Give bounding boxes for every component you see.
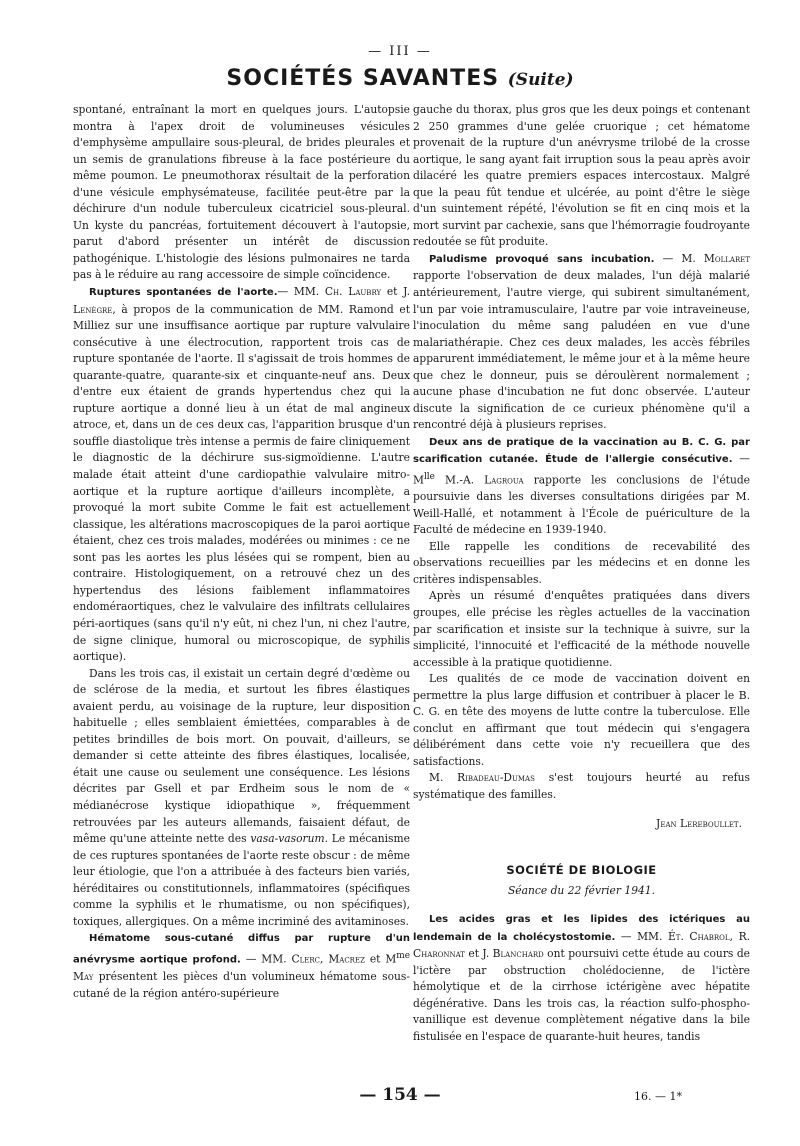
section-title-biologie: SOCIÉTÉ DE BIOLOGIE (506, 863, 657, 878)
paragraph-ribadeau-dumas: M. Ribadeau-Dumas s'est toujours heurté au refus systématique des familles. (413, 771, 750, 801)
article-bcg-vaccination: Deux ans de pratique de la vaccination au B. C. G. par scarification cutanée. Étude de l'allergie consécutive. — $M^{lle}$ M.-A. Lagroua rapporte les conclusions de l'étude poursuivie dans les diverses consultations dirigées par M. Weill-Hallé, et notamment à l'École de puériculture de la Faculté de médecine en 1939-1940. (413, 436, 751, 537)
author-name: May (73, 970, 94, 983)
roman-folio: — III — (368, 44, 432, 59)
author-name: Ch. Laubry (324, 285, 382, 299)
report-signature: Jean Lereboullet. (656, 816, 742, 830)
author-name: Mollaret (703, 251, 750, 265)
article-body: , à propos de la communication de MM. Ramond et Milliez sur une insuffisance aortique par rupture valvulaire consécutive à une électrocution, rapportent trois cas de rupture spontanée de l'aorte. Il s'agissait de trois hommes de quarante-quatre, quarante-six et cinquante-neuf ans. Deux d'entre eux étaient de grands hypertendus chez qui la rupture aortique a donné lieu à un état de mal angineux atroce, et, dans un de ces deux cas, l'apparition brusque d'un souffle diastolique très intense a permis de faire cliniquement le diagnostic de la déchirure sus-sigmoïdienne. L'autre malade était atteint d'une cardiopathie valvulaire mitro-aortique et la rupture aortique d'ailleurs incomplète, a provoqué la mort subite Comme le fait est actuellement classique, les altérations macroscopiques de la paroi aortique étaient, chez ces trois malades, modérées ou minimes : ce ne sont pas les aortes les plus lésées qui se rompent, bien au contraire. Histologiquement, on a retrouvé chez un des hypertendus des lésions faiblement inflammatoires endoméraortiques, chez le valvulaire des infiltrats cellulaires péri-aortiques (sans qu'il n'y eût, ni chez l'un, ni chez l'autre, de signe clinique, humoral ou microscopique, de syphilis aortique). (73, 302, 410, 664)
author-name: M.-A. Lagroua (434, 473, 524, 487)
article-body: présentent les pièces d'un volumineux hématome sous-cutané de la région antéro-supérieure (73, 970, 410, 1000)
author-name: Clerc (291, 952, 321, 966)
paragraph-bcg-criteria: Elle rappelle les conditions de recevabilité des observations recueillies par les médecins et en donne les critères indispensables. (413, 539, 750, 586)
paragraph-pneumothorax-continued: spontané, entraînant la mort en quelques jours. L'autopsie montra à l'apex droit de volumineuses vésicules d'emphysème ampullaire sous-pleural, de brides pleurales et un semis de granulations fibreuse à la face postérieure du même poumon. Le pneumothorax résultait de la perforation d'une vésicule emphysémateuse, facilitée peut-être par la déchirure d'un nodule tuberculeux cicatriciel sous-pleural. Un kyste du pancréas, fortuitement découvert à l'autopsie, parut d'abord présenter un intérêt de discussion pathogénique. L'histologie des lésions pulmonaires ne tarda pas à le réduire au rang accessoire de simple coïncidence. (73, 103, 410, 282)
author-name: J. Lenègre (73, 285, 410, 316)
author-name: R. Charonnat (413, 929, 751, 961)
article-fatty-acids: Les acides gras et les lipides des ictériques au lendemain de la cholécystostomie. — MM. Ét. Chabrol, R. Charonnat et J. Blanchard ont poursuivi cette étude au cours de l'ictère par obstruction cholédocienne, de l'ictère hémolytique et de la cirrhose ictérigène avec hépatite dégénérative. Dans les trois cas, la réaction sulfo-phospho-vanillique est devenue complètement négative dans la bile fistulisée en l'espace de quarante-huit heures, tandis (413, 914, 751, 1043)
author-name: Ét. Chabrol (667, 929, 730, 943)
author-name: J. Blanchard (482, 947, 544, 961)
left-column (73, 102, 410, 1002)
article-heading: Deux ans de pratique de la vaccination au B. C. G. par scarification cutanée. Étude de l'allergie consécutive. (413, 436, 750, 466)
running-head-suffix: (Suite) (507, 70, 574, 90)
article-heading: Ruptures spontanées de l'aorte. (89, 287, 278, 299)
page-number: — 154 — (359, 1085, 441, 1105)
author-name: Ribadeau-Dumas (457, 771, 535, 785)
article-malaria: Paludisme provoqué sans incubation. — M. Mollaret rapporte l'observation de deux malades, l'un déjà malarié antérieurement, l'autre vierge, qui subirent simultanément, l'un par voie intramusculaire, l'autre par voie intraveineuse, l'inoculation du même sang paludéen en vue d'une malariathérapie. Chez ces deux malades, les accès fébriles apparurent immédiatement, le même jour et à la même heure que chez le donneur, puis se déroulèrent normalement ; aucune phase d'incubation ne fut donc observée. L'auteur discute la signification de ce curieux phénomène qu'il a rencontré déjà à plusieurs reprises. (413, 251, 750, 432)
paragraph-bcg-qualities: Les qualités de ce mode de vaccination doivent en permettre la plus large diffusion et contribuer à placer le B. C. G. en tête des moyens de lutte contre la tuberculose. Elle conclut en affirmant que tout médecin qui s'engagera délibérément dans cette voie n'y recueillera que des satisfactions. (413, 672, 750, 768)
article-body: ont poursuivi cette étude au cours de l'ictère par obstruction cholédocienne, de l'ictère hémolytique et de la cirrhose ictérigène avec hépatite dégénérative. Dans les trois cas, la réaction sulfo-phospho-vanillique est devenue complètement négative dans la bile fistulisée en l'espace de quarante-huit heures, tandis (413, 947, 750, 1043)
printer-signature-mark: 16. — 1* (634, 1090, 682, 1103)
author-name: Macrez (328, 952, 365, 966)
article-heading: Hématome sous-cutané diffus par rupture d'un anévrysme aortique profond. (73, 933, 410, 966)
running-head-title: SOCIÉTÉS SAVANTES (226, 66, 500, 91)
article-body: rapporte les conclusions de l'étude poursuivie dans les diverses consultations dirigées par M. Weill-Hallé, et notamment à l'École de puériculture de la Faculté de médecine en 1939-1940. (413, 473, 751, 537)
session-date: Séance du 22 février 1941. (507, 883, 655, 897)
paragraph-aortic-histology: Dans les trois cas, il existait un certain degré d'œdème ou de sclérose de la media, et surtout les fibres élastiques avaient perdu, au voisinage de la rupture, leur disposition habituelle ; elles semblaient émiettées, comparables à de petites brindilles de bois mort. On pouvait, d'ailleurs, se demander si cette atteinte des fibres élastiques, localisée, était une cause ou seulement une conséquence. Les lésions décrites par Gsell et par Erdheim sous le nom de « médianécrose kystique idiopathique », fréquemment retrouvées par les auteurs allemands, faisaient défaut, de même qu'une atteinte nette des vasa-vasorum. Le mécanisme de ces ruptures spontanées de l'aorte reste obscur : de même leur étiologie, que l'on a attribuée à des facteurs bien variés, héréditaires ou constitutionnels, inflammatoires (spécifiques comme la syphilis et le rhumatisme, ou non spécifiques), toxiques, allergiques. On a même incriminé des avitaminoses. (73, 666, 410, 928)
article-body: rapporte l'observation de deux malades, l'un déjà malarié antérieurement, l'autre vierge, qui subirent simultanément, l'un par voie intramusculaire, l'autre par voie intraveineuse, l'inoculation du même sang paludéen en vue d'une malariathérapie. Chez ces deux malades, les accès fébriles apparurent immédiatement, le même jour et à la même heure que chez le donneur, puis se déroulèrent normalement ; aucune phase d'incubation ne fut donc observée. L'auteur discute la signification de ce curieux phénomène qu'il a rencontré déjà à plusieurs reprises. (413, 269, 750, 432)
right-column (413, 102, 750, 1046)
paragraph-hematoma-continued: gauche du thorax, plus gros que les deux poings et contenant 2 250 grammes d'une gelée cruorique ; cet hématome provenait de la rupture d'un anévrysme trilobé de la crosse aortique, le sang ayant fait irruption sous la peau après avoir dilacéré les quatre premiers espaces intercostaux. Malgré que la peau fût tendue et ulcérée, au point d'être le siège d'un suintement répété, l'évolution se fit en cinq mois et la mort survint par cachexie, sans que l'hémorragie foudroyante redoutée se fût produite. (413, 103, 750, 249)
article-aortic-ruptures: Ruptures spontanées de l'aorte.— MM. Ch. Laubry et J. Lenègre, à propos de la communication de MM. Ramond et Milliez sur une insuffisance aortique par rupture valvulaire consécutive à une électrocution, rapportent trois cas de rupture spontanée de l'aorte. Il s'agissait de trois hommes de quarante-quatre, quarante-six et cinquante-neuf ans. Deux d'entre eux étaient de grands hypertendus chez qui la rupture aortique a donné lieu à un état de mal angineux atroce, et, dans un de ces deux cas, l'apparition brusque d'un souffle diastolique très intense a permis de faire cliniquement le diagnostic de la déchirure sus-sigmoïdienne. L'autre malade était atteint d'une cardiopathie valvulaire mitro-aortique et la rupture aortique d'ailleurs incomplète, a provoqué la mort subite Comme le fait est actuellement classique, les altérations macroscopiques de la paroi aortique étaient, chez ces trois malades, modérées ou minimes : ce ne sont pas les aortes les plus lésées qui se rompent, bien au contraire. Histologiquement, on a retrouvé chez un des hypertendus des lésions faiblement inflammatoires endoméraortiques, chez le valvulaire des infiltrats cellulaires péri-aortiques (sans qu'il n'y eût, ni chez l'un, ni chez l'autre, de signe clinique, humoral ou microscopique, de syphilis aortique). (73, 285, 410, 664)
article-heading: Paludisme provoqué sans incubation. (429, 253, 655, 265)
article-heading: Les acides gras et les lipides des ictériques au lendemain de la cholécystostomie. (413, 914, 750, 943)
paragraph-bcg-rules: Après un résumé d'enquêtes pratiquées dans divers groupes, elle précise les règles actuelles de la vaccination par scarification et insiste sur la technique à suivre, sur la simplicité, l'innocuité et l'efficacité de la méthode nouvelle accessible à la pratique quotidienne. (413, 589, 750, 669)
article-subcutaneous-hematoma: Hématome sous-cutané diffus par rupture d'un anévrysme aortique profond. — MM. Clerc, Macrez et $M^{me}$ May présentent les pièces d'un volumineux hématome sous-cutané de la région antéro-supérieure (73, 933, 411, 1000)
running-head (0, 66, 800, 91)
